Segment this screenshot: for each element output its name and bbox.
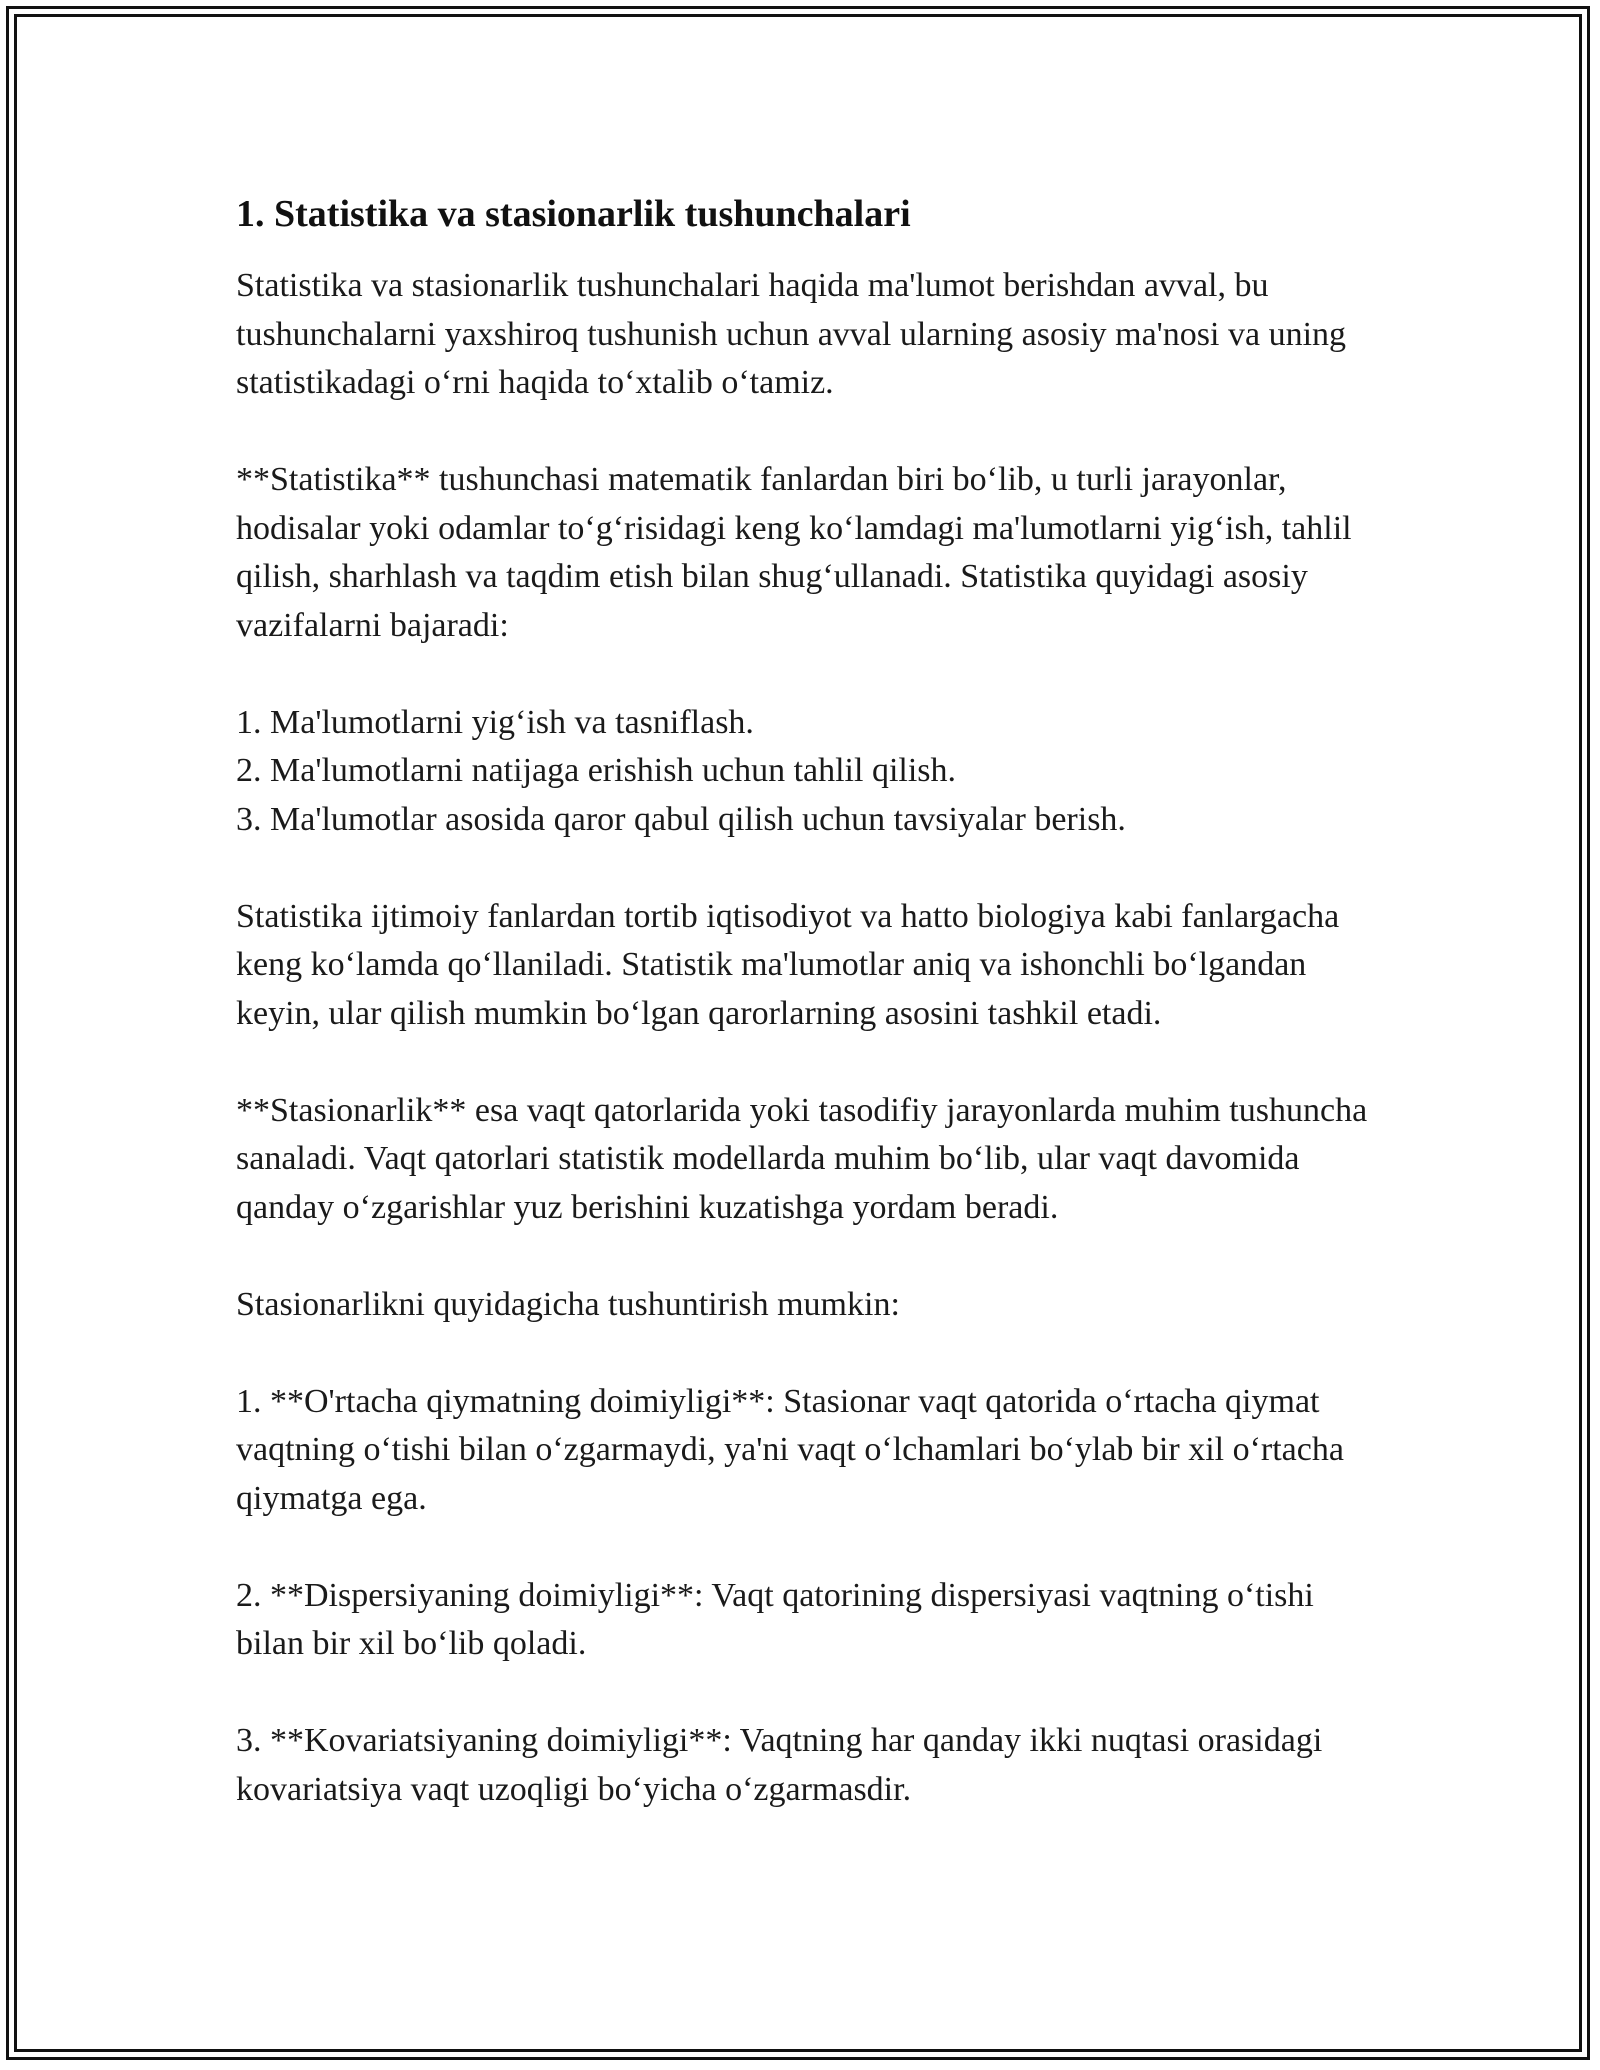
stasionarlik-definition-paragraph: **Stasionarlik** esa vaqt qatorlarida yoki tasodifiy jarayonlarda muhim tushuncha sanaladi. Vaqt qatorlari statistik modellarda muhim bo‘lib, ular vaqt davomida qanday o‘zgarishlar yuz berishini kuzatishga yordam beradi. [236,1091,1368,1226]
condition-dispersion-paragraph: 2. **Dispersiyaning doimiyligi**: Vaqt qatorining dispersiyasi vaqtning o‘tishi bilan bir xil bo‘lib qoladi. [236,1576,1314,1662]
list-item: 3. Ma'lumotlar asosida qaror qabul qilish uchun tavsiyalar berish. [236,800,1126,838]
statistika-tasks-list [236,699,1376,845]
list-item: 2. Ma'lumotlarni natijaga erishish uchun tahlil qilish. [236,752,957,789]
condition-mean-paragraph: 1. **O'rtacha qiymatning doimiyligi**: Stasionar vaqt qatorida o‘rtacha qiymat vaqtning o‘tishi bilan o‘zgarmaydi, ya'ni vaqt o‘lchamlari bo‘ylab bir xil o‘rtacha qiymatga ega. [236,1382,1344,1517]
statistika-definition-paragraph: **Statistika** tushunchasi matematik fanlardan biri bo‘lib, u turli jarayonlar, hodisalar yoki odamlar to‘g‘risidagi keng ko‘lamdagi ma'lumotlarni yig‘ish, tahlil qilish, sharhlash va taqdim etish bilan shug‘ullanadi. Statistika quyidagi asosiy vazifalarni bajaradi: [236,461,1352,644]
document-body [236,186,1376,1863]
statistika-usage-paragraph: Statistika ijtimoiy fanlardan tortib iqtisodiyot va hatto biologiya kabi fanlargacha keng ko‘lamda qo‘llaniladi. Statistik ma'lumotlar aniq va ishonchli bo‘lgandan keyin, ular qilish mumkin bo‘lgan qarorlarning asosini tashkil etadi. [236,897,1340,1032]
list-item: 1. Ma'lumotlarni yig‘ish va tasniflash. [236,703,754,741]
stasionarlik-intro-paragraph: Stasionarlikni quyidagicha tushuntirish mumkin: [236,1285,900,1323]
condition-covariance-paragraph: 3. **Kovariatsiyaning doimiyligi**: Vaqtning har qanday ikki nuqtasi orasidagi kovariatsiya vaqt uzoqligi bo‘yicha o‘zgarmasdir. [236,1722,1323,1808]
intro-paragraph: Statistika va stasionarlik tushunchalari haqida ma'lumot berishdan avval, bu tushunchalarni yaxshiroq tushunish uchun avval ularning asosiy ma'nosi va uning statistikadagi o‘rni haqida to‘xtalib o‘tamiz. [236,267,1347,401]
section-heading: 1. Statistika va stasionarlik tushunchalari [236,193,911,235]
